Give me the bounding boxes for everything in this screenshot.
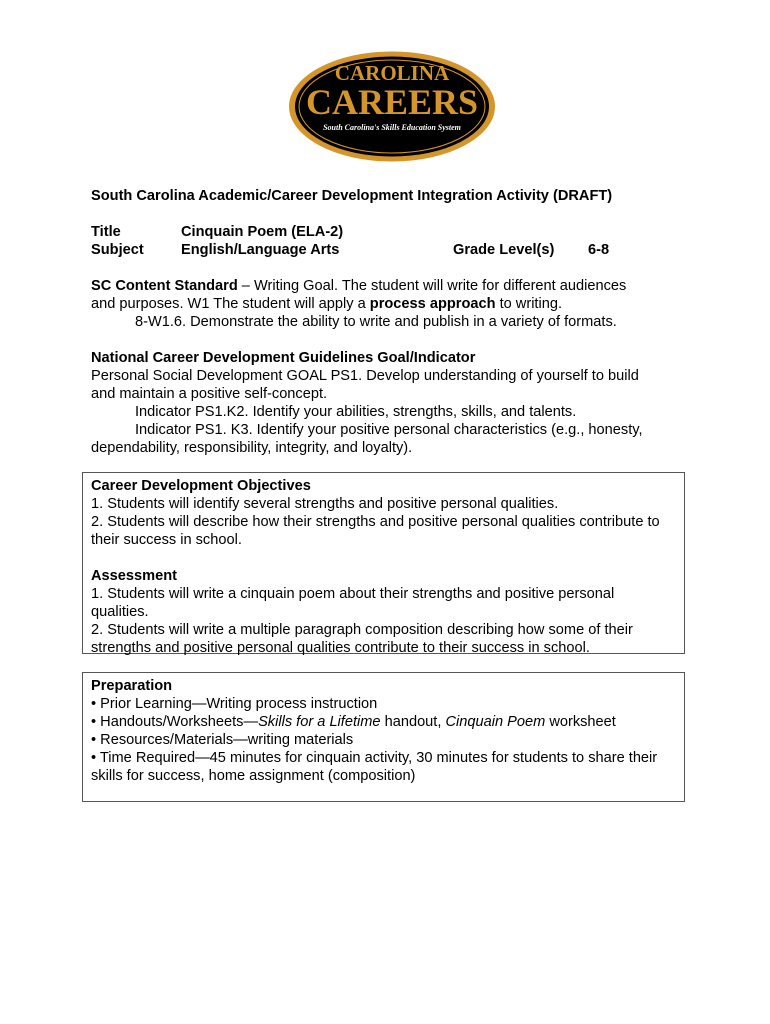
content-standard-line2: and purposes. W1 The student will apply a process approach to writing. (91, 296, 563, 312)
logo-tagline: South Carolina's Skills Education System (323, 123, 461, 132)
assessment-heading: Assessment (91, 568, 177, 584)
title-row (91, 223, 691, 241)
objectives-line2: 2. Students will describe how their strengths and positive personal qualities contribute to (91, 514, 660, 530)
preparation-item-prior-learning: • Prior Learning—Writing process instruction (91, 696, 378, 712)
content-standard-section (91, 277, 683, 331)
objectives-line1: 1. Students will identify several strengths and positive personal qualities. (91, 496, 559, 512)
guidelines-line4: Indicator PS1. K3. Identify your positive personal characteristics (e.g., honesty, (135, 422, 643, 438)
objectives-assessment-box (82, 472, 685, 654)
objectives-heading: Career Development Objectives (91, 478, 311, 494)
carolina-careers-logo (287, 50, 497, 163)
guidelines-line1: Personal Social Development GOAL PS1. Develop understanding of yourself to build (91, 368, 639, 384)
document-heading: South Carolina Academic/Career Development Integration Activity (DRAFT) (91, 188, 613, 204)
logo-line1: CAROLINA (334, 61, 450, 85)
assessment-line2: qualities. (91, 604, 149, 620)
content-standard-line3: 8-W1.6. Demonstrate the ability to write and publish in a variety of formats. (135, 314, 617, 330)
grade-value: 6-8 (588, 242, 610, 258)
guidelines-section (91, 349, 683, 457)
objectives-line3: their success in school. (91, 532, 242, 548)
assessment-line3: 2. Students will write a multiple paragraph composition describing how some of their (91, 622, 633, 638)
subject-label: Subject (91, 242, 144, 258)
content-standard-line1: SC Content Standard – Writing Goal. The student will write for different audiences (91, 278, 627, 294)
guidelines-heading: National Career Development Guidelines Goal/Indicator (91, 350, 476, 366)
logo-line2: CAREERS (305, 82, 479, 122)
subject-value: English/Language Arts (181, 242, 340, 258)
guidelines-line3: Indicator PS1.K2. Identify your abilities, strengths, skills, and talents. (135, 404, 577, 420)
grade-label: Grade Level(s) (453, 242, 555, 258)
title-label: Title (91, 224, 121, 240)
subject-row (91, 241, 691, 259)
guidelines-line5: dependability, responsibility, integrity, and loyalty). (91, 440, 413, 456)
preparation-box (82, 672, 685, 802)
preparation-item-resources: • Resources/Materials—writing materials (91, 732, 354, 748)
preparation-heading: Preparation (91, 678, 173, 694)
assessment-line4: strengths and positive personal qualities contribute to their success in school. (91, 640, 590, 656)
preparation-item-handouts: • Handouts/Worksheets—Skills for a Lifetime handout, Cinquain Poem worksheet (91, 714, 616, 730)
guidelines-line2: and maintain a positive self-concept. (91, 386, 328, 402)
preparation-item-time-required: • Time Required—45 minutes for cinquain activity, 30 minutes for students to share their (91, 750, 658, 766)
title-value: Cinquain Poem (ELA-2) (181, 224, 344, 240)
assessment-line1: 1. Students will write a cinquain poem about their strengths and positive personal (91, 586, 615, 602)
preparation-item-time-required-cont: skills for success, home assignment (composition) (91, 768, 416, 784)
content-standard-label: SC Content Standard (91, 278, 238, 294)
